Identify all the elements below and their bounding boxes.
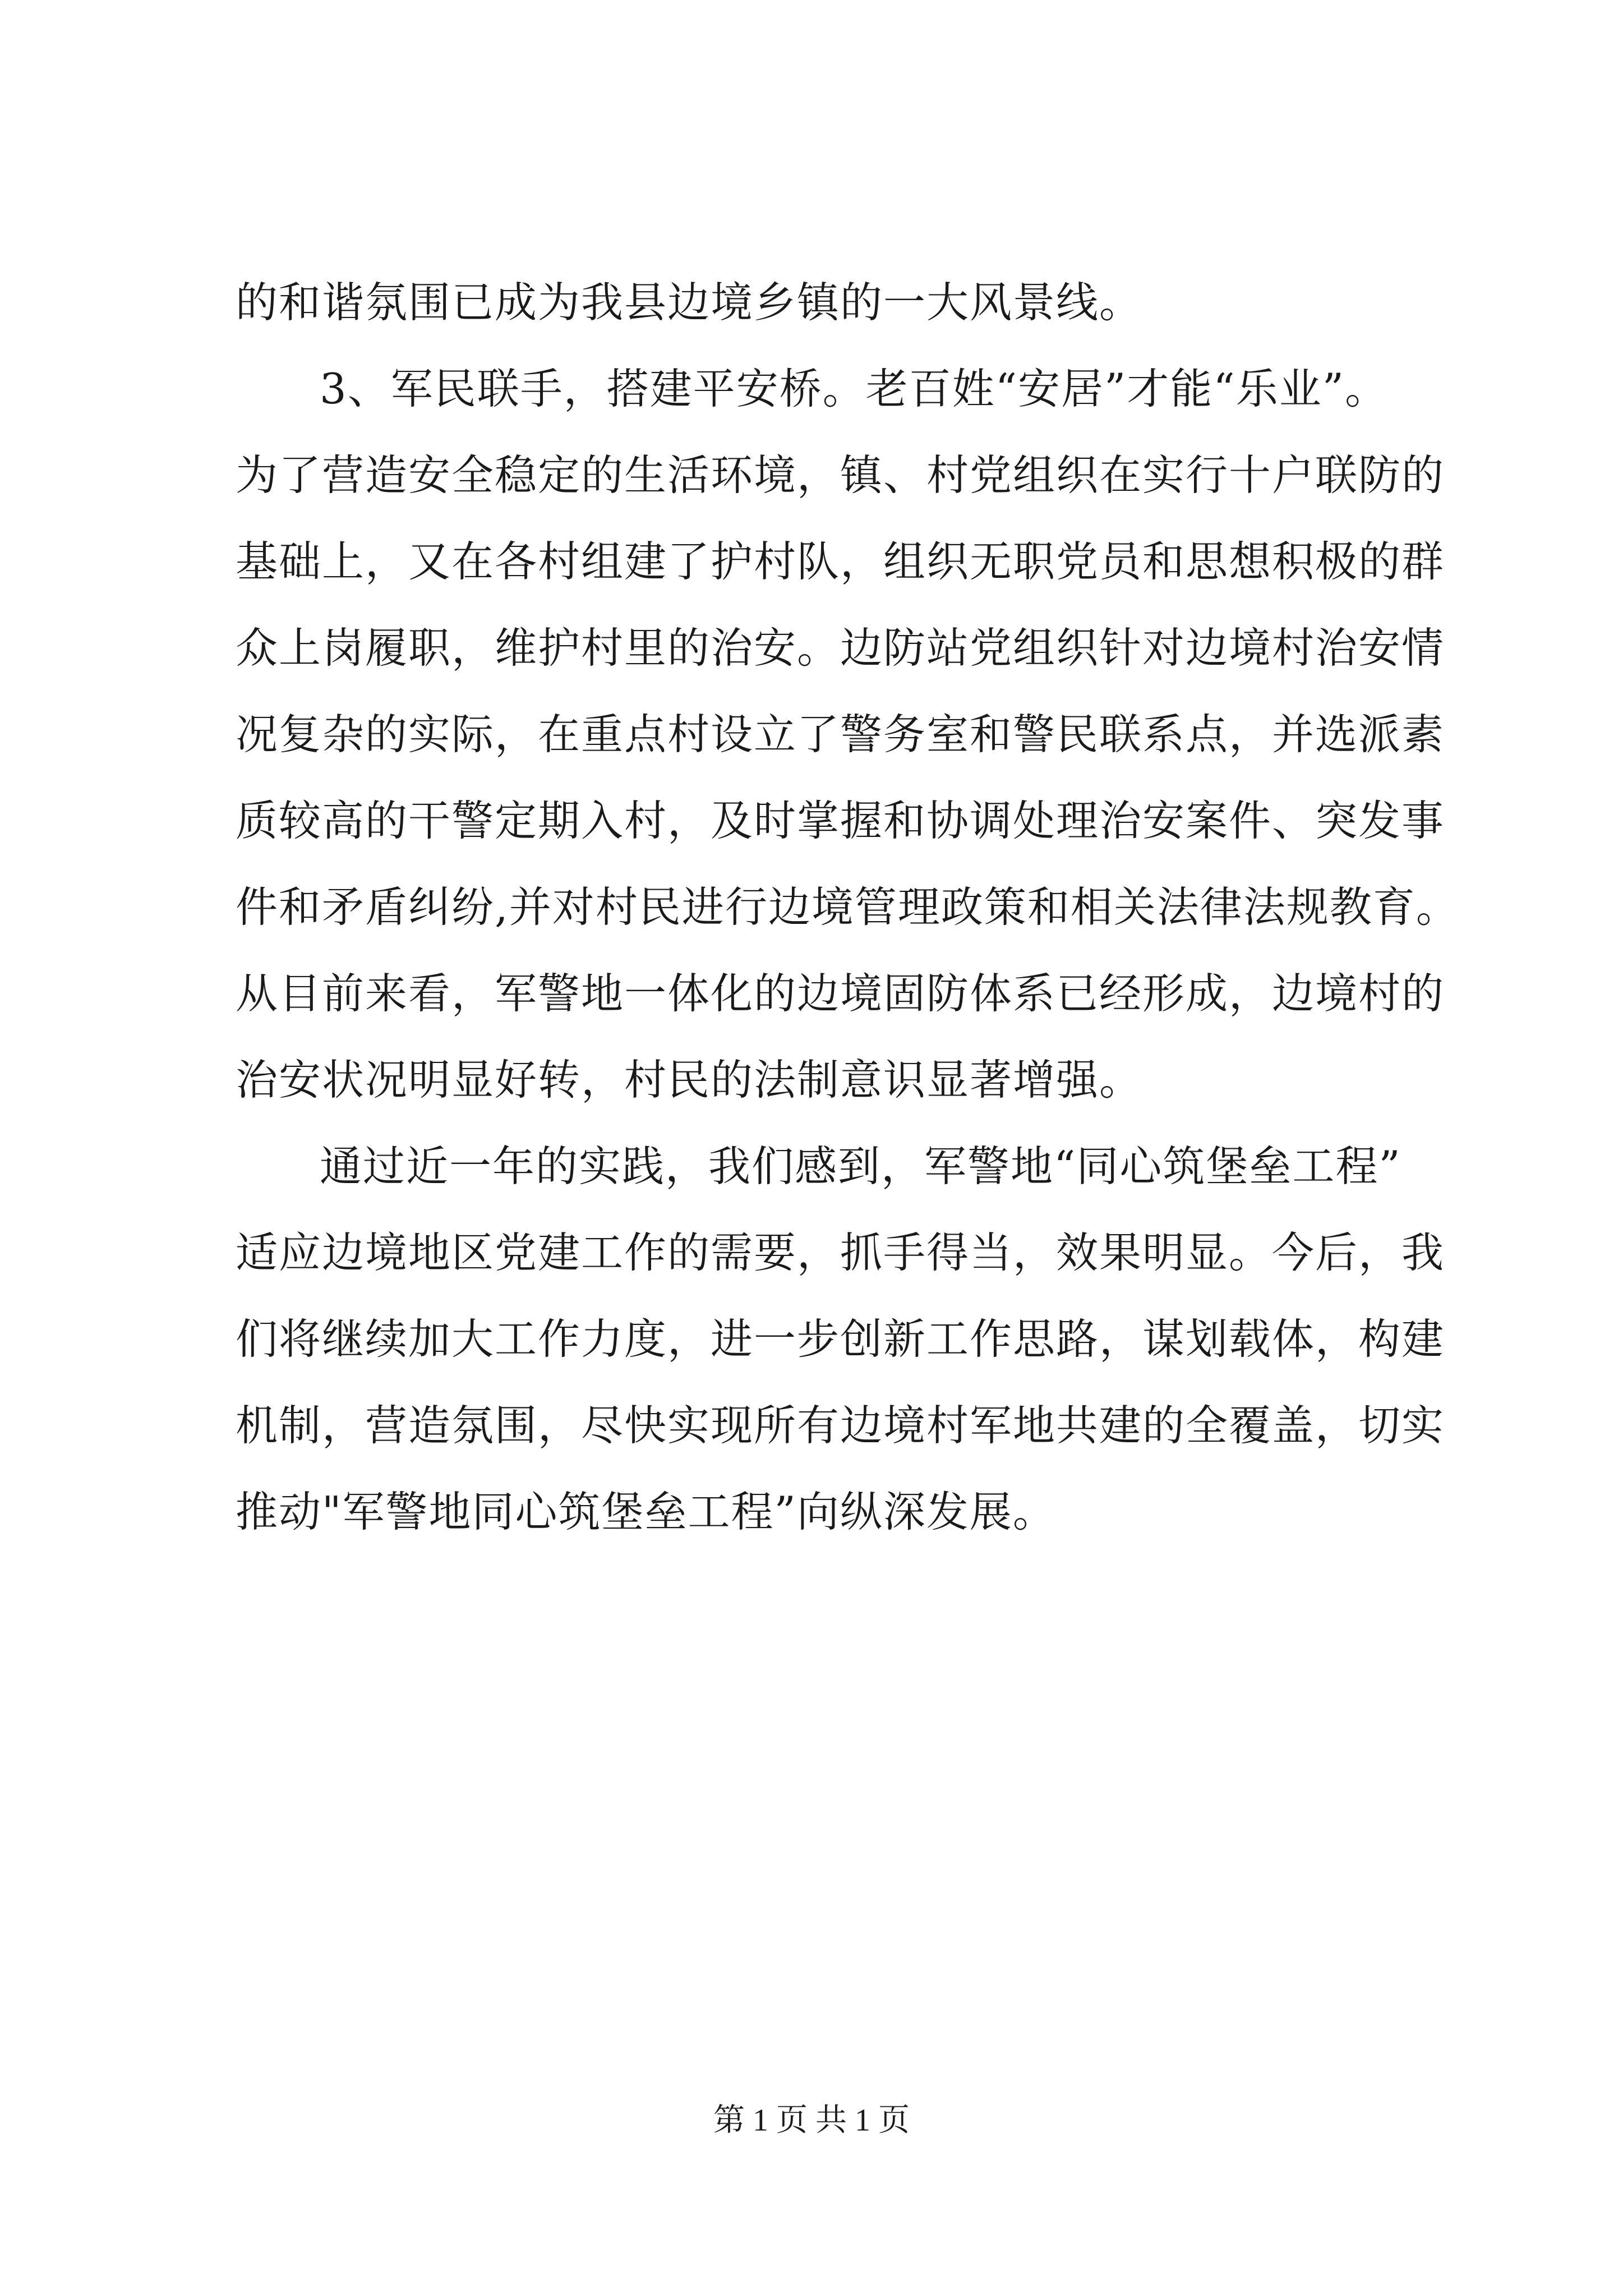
text-line: 的和谐氛围已成为我县边境乡镇的一大风景线。 bbox=[236, 278, 1143, 327]
document-body bbox=[236, 259, 1459, 1555]
text-line: 况复杂的实际，在重点村设立了警务室和警民联系点，并选派素 bbox=[236, 710, 1445, 759]
text-line: 机制，营造氛围，尽快实现所有边境村军地共建的全覆盖，切实 bbox=[236, 1401, 1445, 1450]
text-line: 推动"军警地同心筑堡垒工程”向纵深发展。 bbox=[236, 1487, 1056, 1536]
text-line: 治安状况明显好转，村民的法制意识显著增强。 bbox=[236, 1055, 1143, 1105]
text-line: 为了营造安全稳定的生活环境，镇、村党组织在实行十户联防的 bbox=[236, 450, 1445, 500]
page-number-label: 第 1 页 共 1 页 bbox=[713, 2103, 910, 2138]
paragraph-start-line: 通过近一年的实践，我们感到，军警地“同心筑堡垒工程” bbox=[320, 1142, 1401, 1191]
text-line: 件和矛盾纠纷,并对村民进行边境管理政策和相关法律法规教育。 bbox=[236, 882, 1459, 932]
text-line: 从目前来看，军警地一体化的边境固防体系已经形成，边境村的 bbox=[236, 969, 1445, 1018]
text-line: 基础上，又在各村组建了护村队，组织无职党员和思想积极的群 bbox=[236, 537, 1445, 586]
page-footer bbox=[0, 2098, 1623, 2143]
text-line: 质较高的干警定期入村，及时掌握和协调处理治安案件、突发事 bbox=[236, 796, 1445, 845]
text-line: 们将继续加大工作力度，进一步创新工作思路，谋划载体，构建 bbox=[236, 1314, 1445, 1364]
paragraph-start-line: 3、军民联手，搭建平安桥。老百姓“安居”才能“乐业”。 bbox=[320, 364, 1389, 413]
text-line: 众上岗履职，维护村里的治安。边防站党组织针对边境村治安情 bbox=[236, 623, 1445, 673]
text-line: 适应边境地区党建工作的需要，抓手得当，效果明显。今后，我 bbox=[236, 1228, 1445, 1277]
